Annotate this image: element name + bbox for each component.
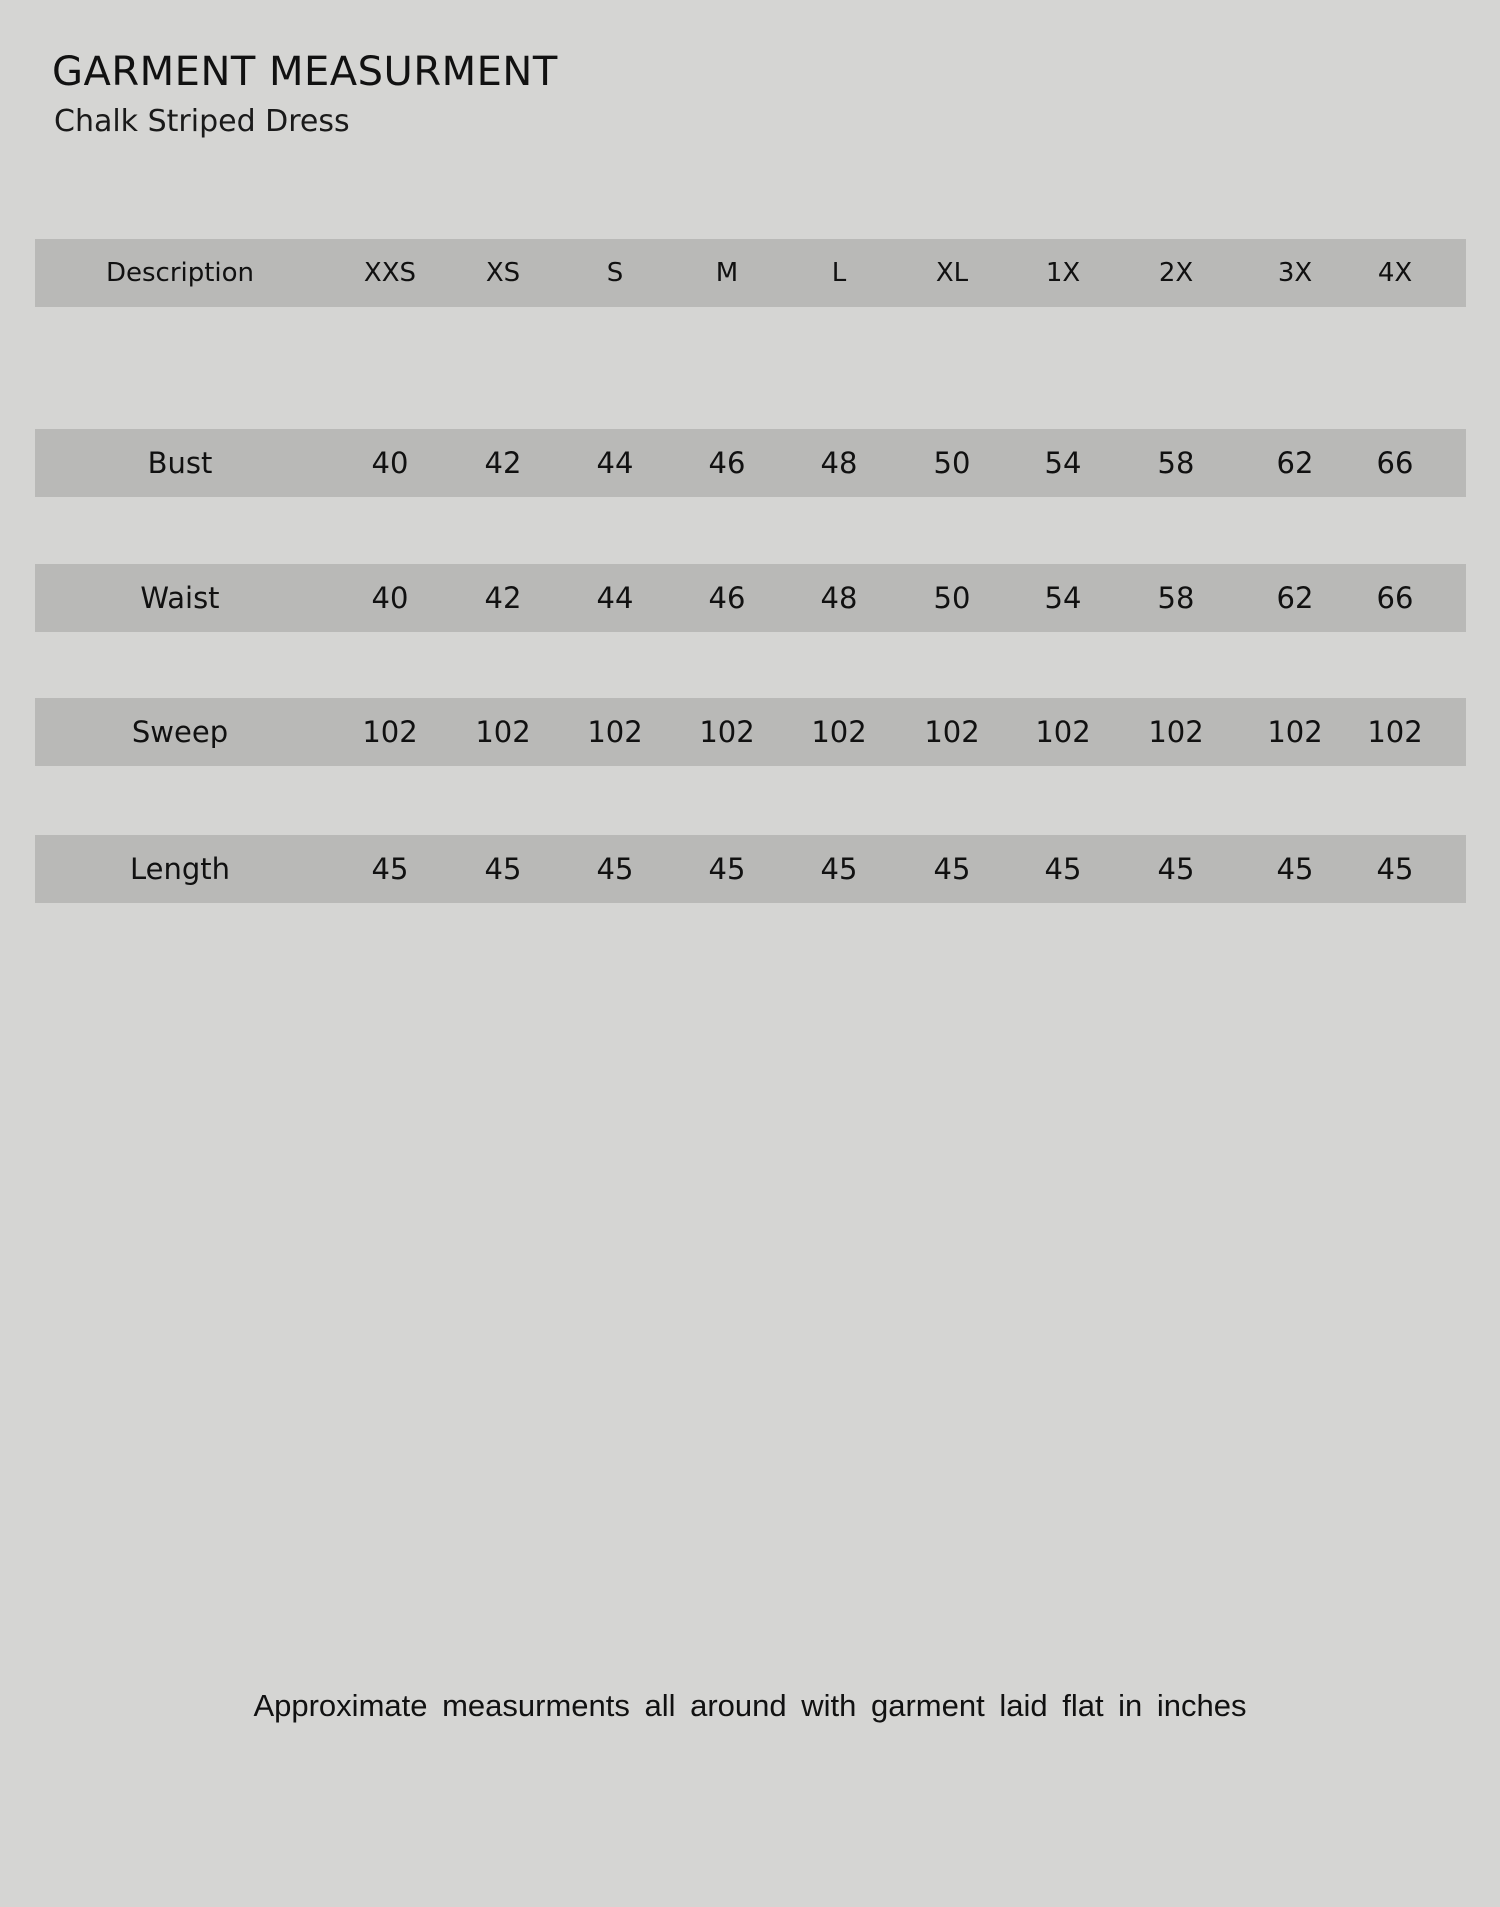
measurement-cell: 58: [1157, 446, 1195, 480]
measurement-cell: 102: [811, 715, 867, 749]
measurement-cell: 44: [596, 581, 634, 615]
measurement-cell: 45: [1276, 852, 1314, 886]
size-header-xxs: XXS: [363, 258, 417, 288]
measurement-cell: 45: [708, 852, 746, 886]
measurement-row-waist: [35, 564, 1466, 632]
size-header-xs: XS: [485, 258, 521, 288]
page-title: GARMENT MEASURMENT: [52, 49, 558, 95]
measurement-cell: 50: [933, 446, 971, 480]
size-header-2x: 2X: [1158, 258, 1194, 288]
measurement-cell: 102: [1035, 715, 1091, 749]
measurement-cell: 42: [484, 446, 522, 480]
measurement-cell: 58: [1157, 581, 1195, 615]
table-header-row: [35, 239, 1466, 307]
measurement-cell: 54: [1044, 581, 1082, 615]
measurement-cell: 45: [1044, 852, 1082, 886]
size-header-l: L: [831, 258, 847, 288]
measurement-cell: 102: [1367, 715, 1423, 749]
size-header-s: S: [606, 258, 624, 288]
measurement-cell: 102: [1267, 715, 1323, 749]
measurement-cell: 45: [933, 852, 971, 886]
size-header-4x: 4X: [1377, 258, 1413, 288]
description-column-header: Description: [105, 258, 255, 288]
row-label: Sweep: [131, 715, 229, 749]
measurement-cell: 40: [371, 446, 409, 480]
measurement-cell: 66: [1376, 581, 1414, 615]
size-header-m: M: [715, 258, 739, 288]
measurement-cell: 45: [1376, 852, 1414, 886]
row-label: Length: [129, 852, 231, 886]
measurement-row-sweep: [35, 698, 1466, 766]
measurement-cell: 40: [371, 581, 409, 615]
measurement-cell: 50: [933, 581, 971, 615]
measurement-cell: 45: [596, 852, 634, 886]
size-header-3x: 3X: [1277, 258, 1313, 288]
measurement-cell: 102: [1148, 715, 1204, 749]
measurement-cell: 62: [1276, 446, 1314, 480]
measurement-cell: 46: [708, 581, 746, 615]
size-header-1x: 1X: [1045, 258, 1081, 288]
measurement-cell: 45: [1157, 852, 1195, 886]
measurement-cell: 62: [1276, 581, 1314, 615]
measurement-cell: 46: [708, 446, 746, 480]
measurement-cell: 102: [924, 715, 980, 749]
row-label: Waist: [140, 581, 220, 615]
measurement-cell: 48: [820, 581, 858, 615]
measurement-cell: 44: [596, 446, 634, 480]
measurement-row-bust: [35, 429, 1466, 497]
row-label: Bust: [147, 446, 213, 480]
measurement-cell: 42: [484, 581, 522, 615]
measurement-cell: 66: [1376, 446, 1414, 480]
measurement-cell: 45: [820, 852, 858, 886]
measurement-cell: 102: [587, 715, 643, 749]
measurement-cell: 102: [699, 715, 755, 749]
measurement-cell: 54: [1044, 446, 1082, 480]
measurement-cell: 45: [371, 852, 409, 886]
measurement-row-length: [35, 835, 1466, 903]
size-header-xl: XL: [935, 258, 969, 288]
measurement-cell: 102: [475, 715, 531, 749]
measurement-cell: 45: [484, 852, 522, 886]
product-name: Chalk Striped Dress: [54, 104, 350, 139]
measurement-cell: 102: [362, 715, 418, 749]
measurement-cell: 48: [820, 446, 858, 480]
measurement-note: Approximate measurments all around with garment laid flat in inches: [253, 1688, 1247, 1723]
